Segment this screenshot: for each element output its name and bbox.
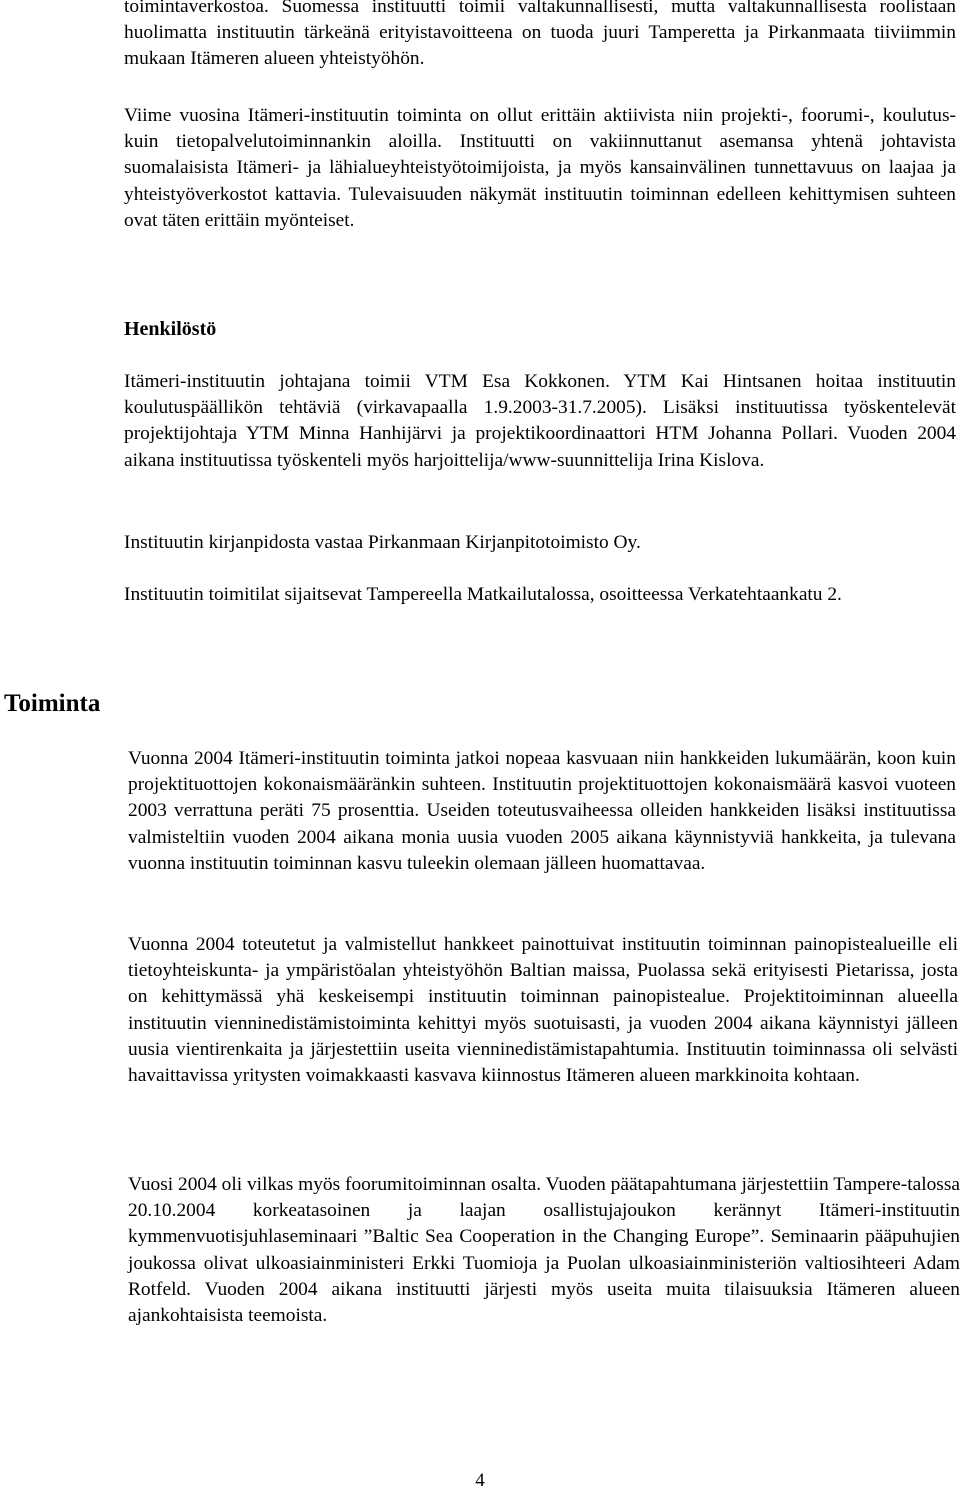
paragraph-projects: Vuonna 2004 toteutetut ja valmistellut hankkeet painottuivat instituutin toiminnan painopistealueille eli tietoyhteiskunta- ja ympäristöalan yhteistyöhön Baltian maissa, Puolassa sekä erityisesti Pietarissa, josta on kehittymässä yhä keskeisempi instituutin toiminnan painopistealue. Projektitoiminnan alueella instituutin vienninedistämistoiminta kehittyi myös suotuisasti, ja vuoden 2004 aikana käynnistyi jälleen uusia vientirenkaita ja järjestettiin useita vienninedistämistapahtumia. Instituutin toiminnassa oli selvästi havaittavissa yritysten voimakkaasti kasvava kiinnostus Itämeren alueen markkinoita kohtaan.: [128, 934, 958, 1087]
paragraph-premises: Instituutin toimitilat sijaitsevat Tampereella Matkailutalossa, osoitteessa Verkatehtaankatu 2.: [124, 584, 842, 605]
section-heading-toiminta: Toiminta: [4, 690, 101, 717]
paragraph-accounting: Instituutin kirjanpidosta vastaa Pirkanmaan Kirjanpitotoimisto Oy.: [124, 532, 641, 553]
paragraph-recent-years: Viime vuosina Itämeri-instituutin toiminta on ollut erittäin aktiivista niin projekti-, foorumi-, koulutus- kuin tietopalvelutoiminnankin aloilla. Instituutti on vakiinnuttanut asemansa yhtenä johtavista suomalaisista Itämeri- ja lähialueyhteistyötoimijoista, ja myös kansainvälinen tunnettavuus on laajaa ja yhteistyöverkostot kattavia. Tulevaisuuden näkymät instituutin toiminnan edelleen kehittymisen suhteen ovat täten erittäin myönteiset.: [124, 105, 956, 231]
page-number: 4: [475, 1470, 485, 1491]
paragraph-forums: Vuosi 2004 oli vilkas myös foorumitoiminnan osalta. Vuoden päätapahtumana järjestettiin Tampere-talossa 20.10.2004 korkeatasoinen ja laajan osallistujajoukon kerännyt Itämeri-instituutin kymmenvuotisjuhlaseminaari ”Baltic Sea Cooperation in the Changing Europe”. Seminaarin pääpuhujien joukossa olivat ulkoasiainministeri Erkki Tuomioja ja Puolan ulkoasiainministeriön valtiosihteeri Adam Rotfeld. Vuoden 2004 aikana instituutti järjesti myös useita muita tilaisuuksia Itämeren alueen ajankohtaisista teemoista.: [128, 1174, 960, 1327]
paragraph-growth: Vuonna 2004 Itämeri-instituutin toiminta jatkoi nopeaa kasvuaan niin hankkeiden lukumäärän, koon kuin projektituottojen kokonaismääränkin suhteen. Instituutin projektituottojen kokonaismäärä kasvoi vuoteen 2003 verrattuna peräti 75 prosenttia. Useiden toteutusvaiheessa olleiden hankkeiden lisäksi instituutissa valmisteltiin vuoden 2004 aikana monia uusia vuoden 2005 aikana käynnistyviä hankkeita, ja tulevana vuonna instituutin toiminnan kasvu tuleekin olemaan jälleen huomattavaa.: [128, 748, 956, 874]
paragraph-staff: Itämeri-instituutin johtajana toimii VTM Esa Kokkonen. YTM Kai Hintsanen hoitaa instituutin koulutuspäällikön tehtäviä (virkavapaalla 1.9.2003-31.7.2005). Lisäksi instituutissa työskentelevät projektijohtaja YTM Minna Hanhijärvi ja projektikoordinaattori HTM Johanna Pollari. Vuoden 2004 aikana instituutissa työskenteli myös harjoittelija/www-suunnittelija Irina Kislova.: [124, 371, 956, 471]
paragraph-intro-tail: toimintaverkostoa. Suomessa instituutti toimii valtakunnallisesti, mutta valtakunnallisesta roolistaan huolimatta instituutin tärkeänä erityistavoitteena on tuoda juuri Tamperetta ja Pirkanmaata tiiviimmin mukaan Itämeren alueen yhteistyöhön.: [124, 0, 956, 70]
section-heading-henkilosto: Henkilöstö: [124, 318, 217, 340]
